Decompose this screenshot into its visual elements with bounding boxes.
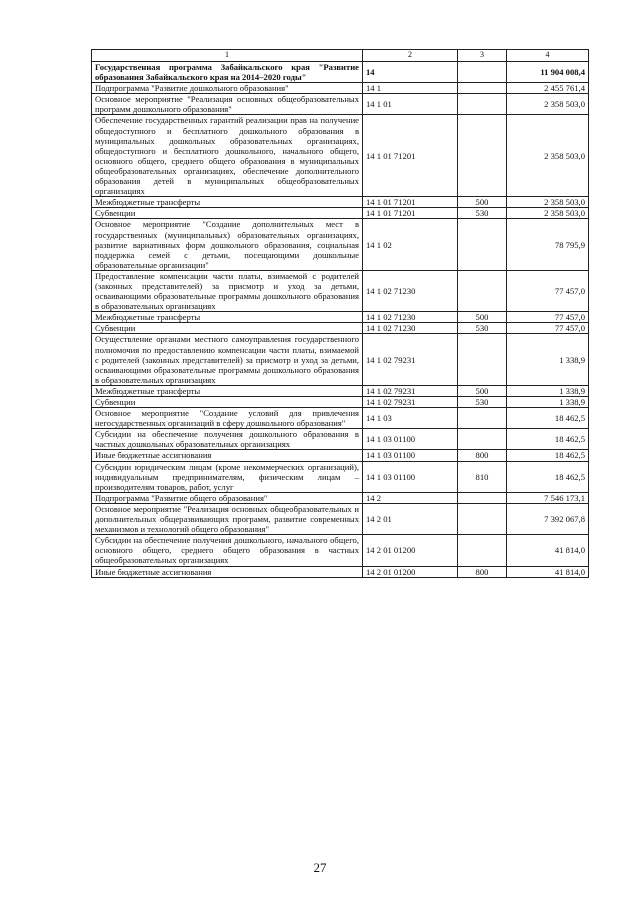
row-code: 14 1 02 71230 bbox=[363, 270, 458, 311]
row-code: 14 1 02 bbox=[363, 219, 458, 270]
row-vr bbox=[458, 535, 507, 566]
row-name: Субсидии юридическим лицам (кроме некоммерческих организаций), индивидуальным предпринимателям, физическим лицам – производителям товаров, работ, услуг bbox=[92, 461, 363, 492]
header-col-2: 2 bbox=[363, 50, 458, 62]
row-vr bbox=[458, 94, 507, 115]
row-name: Обеспечение государственных гарантий реализации прав на получение общедоступного и бесплатного дошкольного образования в муниципальных дошкольных образовательных организациях, общедоступного и бесплатного дошкольного, начального общего, основного общего, среднего общего образования в муниципальных общеобразовательных организациях, обеспечение дополнительного образования детей в муниципальных общеобразовательных организациях bbox=[92, 115, 363, 197]
row-name: Основное мероприятие "Реализация основных общеобразовательных программ дошкольного образования" bbox=[92, 94, 363, 115]
row-vr: 800 bbox=[458, 566, 507, 577]
row-code: 14 1 bbox=[363, 83, 458, 94]
row-name: Субвенции bbox=[92, 208, 363, 219]
row-vr: 530 bbox=[458, 208, 507, 219]
table-row bbox=[92, 115, 589, 197]
row-name: Подпрограмма "Развитие общего образования" bbox=[92, 492, 363, 503]
row-amount: 2 358 503,0 bbox=[507, 208, 589, 219]
row-amount: 18 462,5 bbox=[507, 450, 589, 461]
row-amount: 2 455 761,4 bbox=[507, 83, 589, 94]
row-name: Предоставление компенсации части платы, взимаемой с родителей (законных представителей) за присмотр и уход за детьми, осваивающими образовательные программы дошкольного образования в образовательных организациях bbox=[92, 270, 363, 311]
row-vr bbox=[458, 115, 507, 197]
row-code: 14 1 02 79231 bbox=[363, 385, 458, 396]
row-amount: 11 904 008,4 bbox=[507, 62, 589, 83]
row-amount: 1 338,9 bbox=[507, 334, 589, 385]
table-row bbox=[92, 94, 589, 115]
budget-table bbox=[91, 49, 589, 578]
row-name: Субвенции bbox=[92, 397, 363, 408]
table-row bbox=[92, 566, 589, 577]
row-vr: 500 bbox=[458, 312, 507, 323]
table-row bbox=[92, 503, 589, 534]
table-row bbox=[92, 535, 589, 566]
row-vr bbox=[458, 83, 507, 94]
row-name: Основное мероприятие "Создание условий для привлечения негосударственных организаций в сферу дошкольного образования" bbox=[92, 408, 363, 429]
table-row bbox=[92, 461, 589, 492]
row-vr: 800 bbox=[458, 450, 507, 461]
row-vr bbox=[458, 492, 507, 503]
table-row bbox=[92, 208, 589, 219]
row-name: Иные бюджетные ассигнования bbox=[92, 450, 363, 461]
table-row bbox=[92, 83, 589, 94]
table-row bbox=[92, 270, 589, 311]
row-code: 14 1 01 bbox=[363, 94, 458, 115]
row-vr: 530 bbox=[458, 323, 507, 334]
row-amount: 78 795,9 bbox=[507, 219, 589, 270]
row-amount: 2 358 503,0 bbox=[507, 94, 589, 115]
table-row bbox=[92, 323, 589, 334]
table-row bbox=[92, 492, 589, 503]
row-amount: 2 358 503,0 bbox=[507, 197, 589, 208]
row-vr: 530 bbox=[458, 397, 507, 408]
row-amount: 18 462,5 bbox=[507, 429, 589, 450]
table-row bbox=[92, 62, 589, 83]
row-code: 14 1 03 01100 bbox=[363, 450, 458, 461]
row-name: Субсидии на обеспечение получения дошкольного образования в частных дошкольных образовательных организациях bbox=[92, 429, 363, 450]
table-row bbox=[92, 429, 589, 450]
row-amount: 77 457,0 bbox=[507, 312, 589, 323]
row-amount: 7 546 173,1 bbox=[507, 492, 589, 503]
row-vr bbox=[458, 503, 507, 534]
table-row bbox=[92, 397, 589, 408]
table-row bbox=[92, 408, 589, 429]
row-name: Иные бюджетные ассигнования bbox=[92, 566, 363, 577]
row-name: Основное мероприятие "Реализация основных общеобразовательных и дополнительных общеразвивающих программ, развитие современных механизмов и технологий общего образования" bbox=[92, 503, 363, 534]
row-name: Основное мероприятие "Создание дополнительных мест в государственных (муниципальных) образовательных организациях, развитие вариативных форм дошкольного образования, социальная поддержка семей с детьми, посещающими дошкольные образовательные организации" bbox=[92, 219, 363, 270]
table-row bbox=[92, 312, 589, 323]
row-amount: 7 392 067,8 bbox=[507, 503, 589, 534]
table-row bbox=[92, 450, 589, 461]
row-vr: 810 bbox=[458, 461, 507, 492]
row-amount: 18 462,5 bbox=[507, 408, 589, 429]
row-code: 14 2 bbox=[363, 492, 458, 503]
page-number: 27 bbox=[313, 860, 327, 875]
row-code: 14 1 01 71201 bbox=[363, 208, 458, 219]
header-col-1: 1 bbox=[92, 50, 363, 62]
row-name: Осуществление органами местного самоуправления государственного полномочия по предоставлению компенсации части платы, взимаемой с родителей (законных представителей) за присмотр и уход за детьми, осваивающими образовательные программы дошкольного образования в образовательных организациях bbox=[92, 334, 363, 385]
row-code: 14 1 03 01100 bbox=[363, 461, 458, 492]
row-code: 14 1 03 01100 bbox=[363, 429, 458, 450]
row-code: 14 1 03 bbox=[363, 408, 458, 429]
row-code: 14 2 01 01200 bbox=[363, 566, 458, 577]
table-header-row bbox=[92, 50, 589, 62]
row-vr bbox=[458, 62, 507, 83]
row-code: 14 bbox=[363, 62, 458, 83]
row-name: Государственная программа Забайкальского края "Развитие образования Забайкальского края на 2014–2020 годы" bbox=[92, 62, 363, 83]
row-amount: 41 814,0 bbox=[507, 566, 589, 577]
row-vr bbox=[458, 429, 507, 450]
row-code: 14 2 01 01200 bbox=[363, 535, 458, 566]
header-col-3: 3 bbox=[458, 50, 507, 62]
row-amount: 1 338,9 bbox=[507, 385, 589, 396]
row-name: Межбюджетные трансферты bbox=[92, 385, 363, 396]
row-code: 14 1 02 79231 bbox=[363, 334, 458, 385]
row-amount: 1 338,9 bbox=[507, 397, 589, 408]
table-row bbox=[92, 197, 589, 208]
row-amount: 2 358 503,0 bbox=[507, 115, 589, 197]
row-code: 14 1 01 71201 bbox=[363, 197, 458, 208]
row-amount: 77 457,0 bbox=[507, 270, 589, 311]
table-body bbox=[92, 62, 589, 578]
row-vr bbox=[458, 270, 507, 311]
row-code: 14 1 02 71230 bbox=[363, 323, 458, 334]
row-vr bbox=[458, 219, 507, 270]
row-name: Субвенции bbox=[92, 323, 363, 334]
table-row bbox=[92, 219, 589, 270]
row-amount: 77 457,0 bbox=[507, 323, 589, 334]
row-vr bbox=[458, 408, 507, 429]
header-col-4: 4 bbox=[507, 50, 589, 62]
row-vr bbox=[458, 334, 507, 385]
row-name: Субсидии на обеспечение получения дошкольного, начального общего, основного общего, среднего общего образования в частных общеобразовательных организациях bbox=[92, 535, 363, 566]
row-name: Подпрограмма "Развитие дошкольного образования" bbox=[92, 83, 363, 94]
row-amount: 41 814,0 bbox=[507, 535, 589, 566]
row-vr: 500 bbox=[458, 197, 507, 208]
table-row bbox=[92, 385, 589, 396]
row-code: 14 2 01 bbox=[363, 503, 458, 534]
row-name: Межбюджетные трансферты bbox=[92, 197, 363, 208]
row-code: 14 1 02 79231 bbox=[363, 397, 458, 408]
table-row bbox=[92, 334, 589, 385]
row-code: 14 1 01 71201 bbox=[363, 115, 458, 197]
row-name: Межбюджетные трансферты bbox=[92, 312, 363, 323]
row-code: 14 1 02 71230 bbox=[363, 312, 458, 323]
row-vr: 500 bbox=[458, 385, 507, 396]
row-amount: 18 462,5 bbox=[507, 461, 589, 492]
